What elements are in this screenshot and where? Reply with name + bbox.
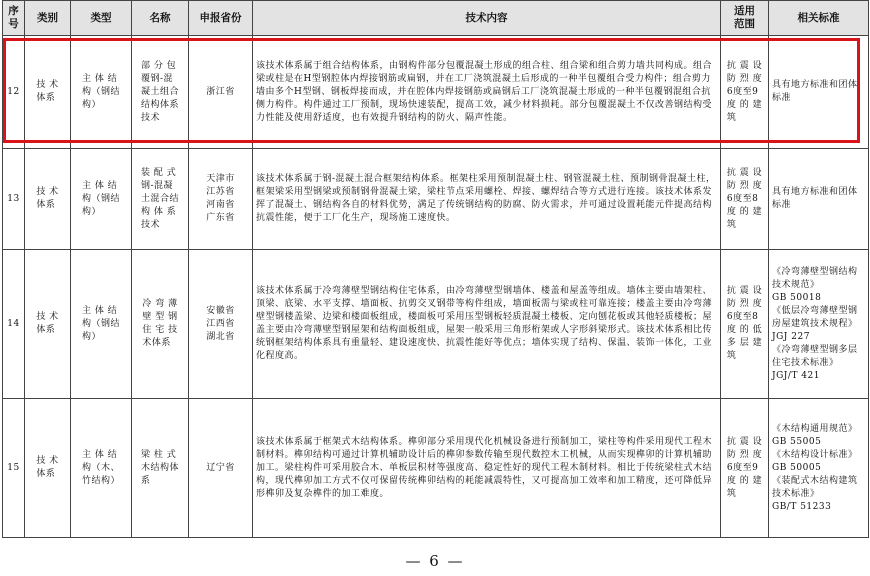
cell-seq: 15 [3,399,25,538]
header-tech: 技术内容 [253,1,721,36]
cell-province: 天津市 江苏省 河南省 广东省 [206,174,235,223]
cell-seq: 12 [3,36,25,149]
technology-table [2,0,869,538]
header-scope: 适用 范围 [721,1,769,36]
header-province: 申报省份 [189,1,253,36]
cell-name: 梁 柱 式 木结构体 系 [140,449,179,486]
cell-type: 主 体 结 构（钢结 构） [81,180,120,217]
header-seq: 序 号 [3,1,25,36]
cell-category: 技 术 体系 [36,187,59,210]
cell-seq: 14 [3,250,25,399]
cell-standards: 具有地方标准和团体标准 [769,149,869,250]
table-row [3,250,869,399]
cell-standards: 具有地方标准和团体标准 [769,36,869,149]
header-name: 名称 [132,1,189,36]
cell-province: 辽宁省 [206,462,235,473]
cell-tech: 该技术体系属于框架式木结构体系。榫卯部分采用现代化机械设备进行预制加工，梁柱等构件采用现代工程木制材料。榫卯结构可通过计算机辅助设计后的榫卯参数传输至现代数控木工机械，从而实现榫卯的计算机辅助加工。梁柱构件可采用胶合木、单板层积材等强度高、稳定性好的现代工程木制材料。相比于传统梁柱式木结构，现代榫卯加工方式不仅可保留传统榫卯结构的耗能减震特性，又可提高加工效率和加工精度，还可降低异形榫卯及复杂榫件的加工难度。 [253,399,721,538]
cell-tech: 该技术体系属于组合结构体系，由钢构件部分包覆混凝土形成的组合柱、组合梁和组合剪力墙共同构成。组合梁或柱是在H型钢腔体内焊接钢筋或扁钢，并在工厂浇筑混凝土后形成的一种半包覆组合受力构件；组合剪力墙由多个H型钢、钢板焊接而成，并在腔体内焊接钢筋或扁钢后工厂浇筑混凝土形成的一种半包覆钢混组合抗侧力构件。构件通过工厂预制，现场快速装配，提高工效，减少材料损耗。部分包覆混凝土不仅改善钢结构受力性能及使用舒适度，也有效提升钢结构的防火、隔声性能。 [253,36,721,149]
cell-name: 冷 弯 薄 壁 型 钢 住 宅 技 术体系 [142,299,178,348]
cell-type: 主 体 结 构（木、 竹结构） [81,449,120,486]
cell-standards: 《木结构通用规范》 GB 55005 《木结构设计标准》 GB 50005 《装配式木结构建筑技术标准》 GB/T 51233 [769,399,869,538]
table-row [3,36,869,149]
cell-category: 技 术 体系 [36,456,59,479]
cell-type: 主 体 结 构（钢结 构） [81,305,120,342]
cell-scope: 抗 震 设 防 烈 度 6度至9 度 的 建 筑 [726,60,763,123]
cell-standards: 《冷弯薄壁型钢结构技术规范》 GB 50018 《低层冷弯薄壁型钢房屋建筑技术规程》JGJ 227 《冷弯薄壁型钢多层住宅技术标准》 JGJ/T 421 [769,250,869,399]
table-row [3,399,869,538]
cell-tech: 该技术体系属于冷弯薄壁型钢结构住宅体系，由冷弯薄壁型钢墙体、楼盖和屋盖等组成。墙体主要由墙架柱、顶梁、底梁、水平支撑、墙面板、抗剪交叉钢带等构件组成，墙面板需与梁或柱可靠连接；楼盖主要由冷弯薄壁型钢楼盖梁、边梁和楼面板组成，楼面板可采用压型钢板轻质混凝土楼板、定向刨花板或其他轻质楼板；屋盖主要由冷弯薄壁型钢屋架和结构面板组成，屋架一般采用三角形桁架或人字形斜梁形式。该技术体系相比传统钢框架结构体系具有重量轻、建设速度快、抗震性能好等优点；墙体实现了结构、保温、装饰一体化，工业化程度高。 [253,250,721,399]
table-row [3,149,869,250]
cell-tech: 该技术体系属于钢-混凝土混合框架结构体系。框架柱采用预制混凝土柱、钢管混凝土柱、预制钢骨混凝土柱，框架梁采用型钢梁或预制钢骨混凝土梁，梁柱节点采用螺栓、焊接、螺焊结合等方式进行连接。该技术体系发挥了混凝土、钢结构各自的材料优势，满足了传统钢结构的防腐、防火需求，并可通过设置耗能元件提高结构抗震性能，便于工厂化生产，现场施工速度快。 [253,149,721,250]
cell-type: 主 体 结 构（钢结 构） [81,73,120,110]
cell-scope: 抗 震 设 防 烈 度 6度至8 度 的 低 多 层 建 筑 [726,286,763,361]
page-number: — 6 — [405,552,465,570]
cell-name: 部 分 包 覆钢-混 凝土组合 结构体系 技术 [140,60,179,123]
header-category: 类别 [25,1,71,36]
cell-province: 浙江省 [206,86,235,97]
cell-category: 技 术 体系 [36,312,59,335]
cell-province: 安徽省 江西省 湖北省 [206,305,235,342]
table-header-row [3,1,869,36]
cell-seq: 13 [3,149,25,250]
cell-name: 装 配 式 钢-混凝 土混合结 构 体 系 技术 [140,167,179,230]
header-type: 类型 [71,1,132,36]
cell-category: 技 术 体系 [36,80,59,103]
header-standards: 相关标准 [769,1,869,36]
cell-scope: 抗 震 设 防 烈 度 6度至9 度 的 建 筑 [726,436,763,499]
cell-scope: 抗 震 设 防 烈 度 6度至8 度 的 建 筑 [726,167,763,230]
